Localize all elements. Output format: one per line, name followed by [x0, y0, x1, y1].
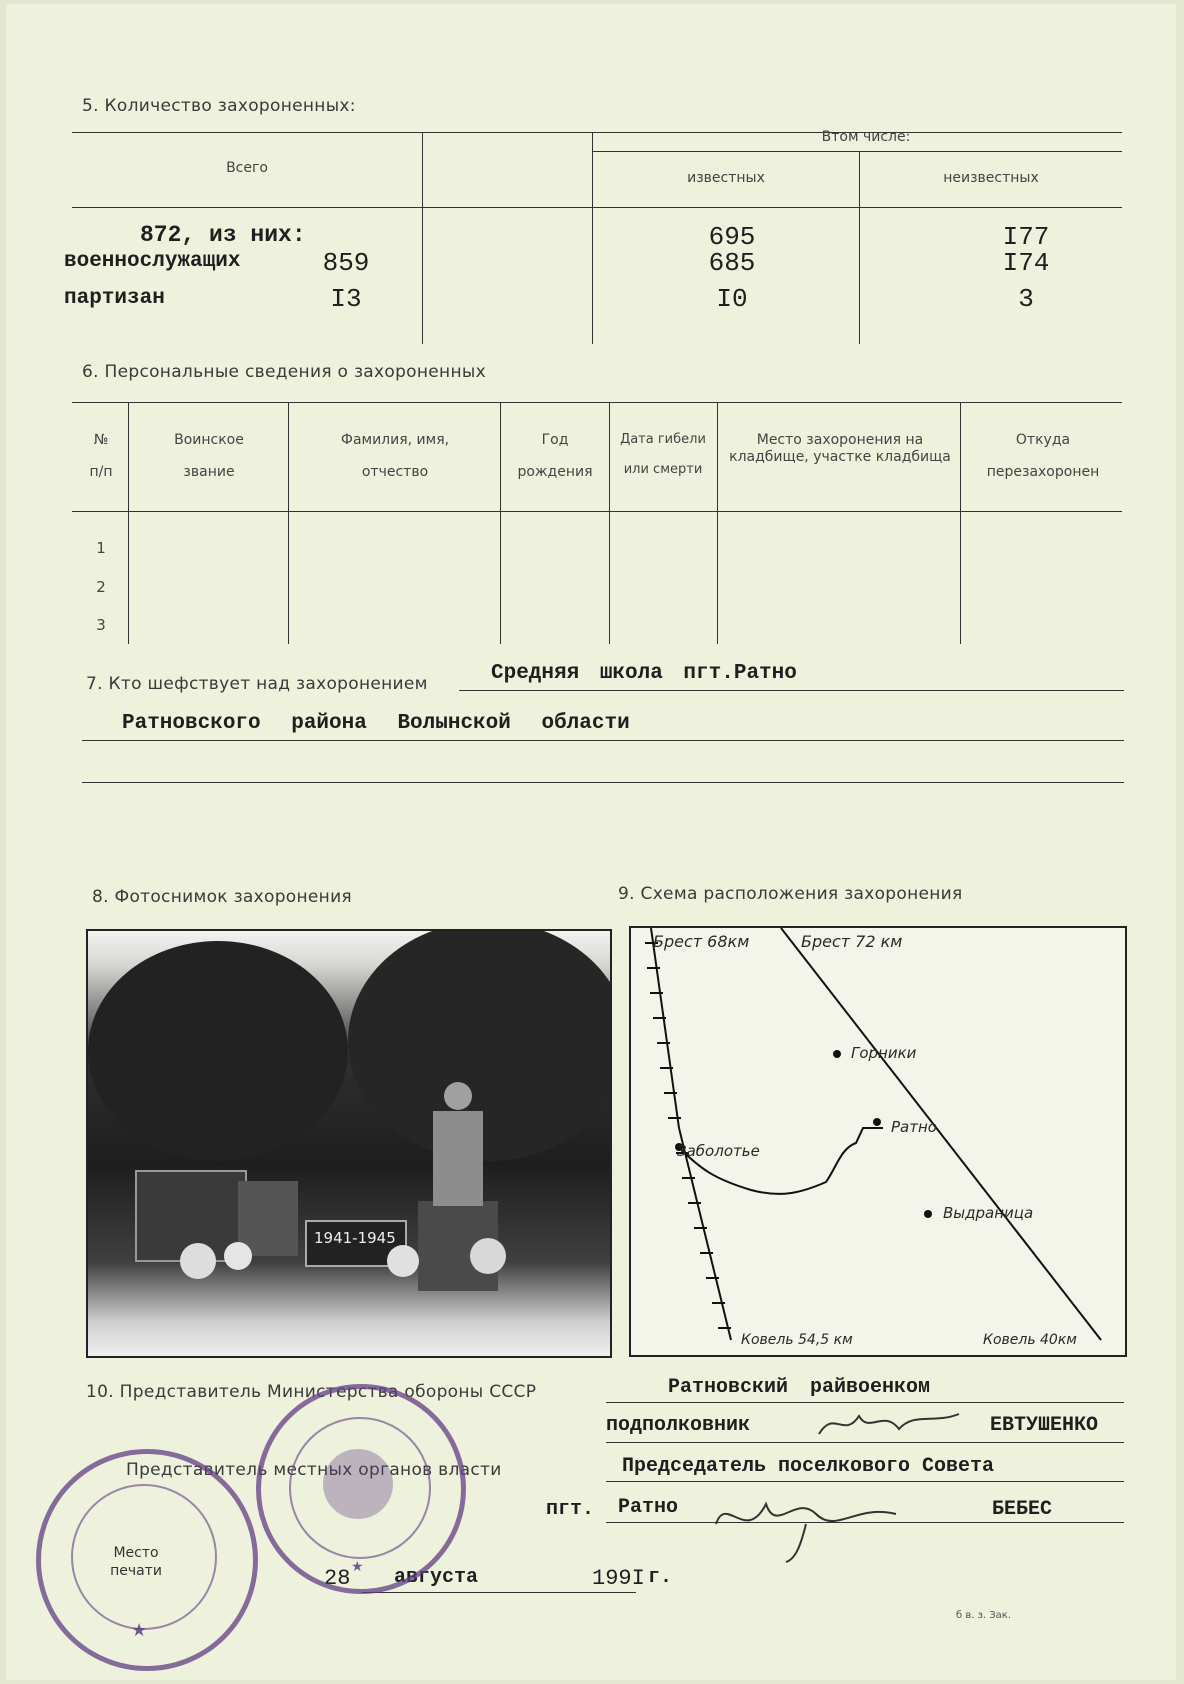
local-signature [706, 1484, 906, 1568]
date-underline [566, 1592, 636, 1593]
table5-divider [592, 132, 593, 344]
row-partisans-total: I3 [330, 284, 362, 314]
hdr-year: Год рождения [517, 432, 593, 480]
mil-office: Ратновский райвоенком [668, 1376, 931, 1399]
table6-divider [500, 402, 501, 644]
patron-line2: Ратновского района Волынской области [122, 712, 630, 735]
plaque-years: 1941-1945 [314, 1229, 396, 1247]
row-partisans-known: I0 [716, 284, 748, 314]
label-kovel54: Ковель 54,5 км [741, 1332, 853, 1348]
table6-divider [960, 402, 961, 644]
row-num-1: 1 [96, 539, 106, 557]
council-seal [256, 1384, 466, 1594]
signature-underline [606, 1402, 1124, 1403]
table6-divider [288, 402, 289, 644]
table5-divider [859, 152, 860, 344]
date-day: 28 [324, 1566, 351, 1591]
row-total-known: 695 [708, 222, 756, 252]
date-month: августа [394, 1566, 479, 1589]
section7-title: 7. Кто шефствует над захоронением [86, 674, 428, 694]
memorial-photo [86, 929, 612, 1358]
section9-title: 9. Схема расположения захоронения [618, 884, 963, 904]
label-ratno: Ратно [891, 1118, 937, 1136]
document-sheet [6, 4, 1176, 1680]
table6-divider [717, 402, 718, 644]
seal-place-label: Место печати [110, 1545, 162, 1579]
memorial-illustration [88, 931, 610, 1356]
local-name: БЕБЕС [992, 1498, 1053, 1521]
mil-rank: подполковник [606, 1414, 751, 1437]
row-partisans-unknown: 3 [1018, 284, 1034, 314]
mil-signature [814, 1404, 964, 1452]
star-icon: ★ [131, 1620, 148, 1641]
date-suffix: г. [648, 1566, 673, 1589]
label-kovel40: Ковель 40км [983, 1332, 1077, 1348]
table5-header-bottom [72, 207, 1122, 208]
label-gorniki: Горники [851, 1044, 917, 1062]
row-soldiers-label: военнослужащих [64, 250, 241, 273]
signature-underline [606, 1522, 1124, 1523]
section10-title: 10. Представитель Министерства обороны СССР [86, 1382, 537, 1402]
label-brest72: Брест 72 км [801, 932, 903, 951]
row-total-unknown: I77 [1002, 222, 1050, 252]
col-known-header: известных [687, 170, 765, 186]
section5-title: 5. Количество захороненных: [82, 96, 356, 116]
hdr-from: Откуда перезахоронен [986, 432, 1100, 480]
emblem-icon [323, 1449, 393, 1519]
section7-underline [82, 740, 1124, 741]
section8-title: 8. Фотоснимок захоронения [92, 887, 352, 907]
table6-divider [128, 402, 129, 644]
location-map [629, 926, 1127, 1357]
section7-underline [459, 690, 1124, 691]
print-mark: б в. з. Зак. [956, 1610, 1012, 1621]
row-soldiers-known: 685 [708, 248, 756, 278]
mil-name: ЕВТУШЕНКО [990, 1414, 1099, 1437]
label-vydranitsa: Выдраница [943, 1204, 1034, 1222]
hdr-num: № п/п [89, 432, 113, 480]
date-year: 199I [592, 1566, 645, 1591]
row-partisans-label: партизан [64, 287, 165, 310]
col-incl-header: Втом числе: [821, 129, 911, 145]
local-position: Председатель поселкового Совета [622, 1455, 995, 1478]
hdr-death: Дата гибели или смерти [620, 432, 706, 477]
table5-divider [422, 132, 423, 344]
row-num-3: 3 [96, 616, 106, 634]
hdr-place: Место захоронения на кладбище, участке кладбища [729, 432, 951, 465]
local-title: Представитель местных органов власти [126, 1460, 502, 1480]
hdr-rank: Воинское звание [174, 432, 244, 480]
col-total-header: Всего [226, 160, 268, 176]
row-soldiers-total: 859 [322, 248, 370, 278]
signature-underline [606, 1442, 1124, 1443]
section6-title: 6. Персональные сведения о захороненных [82, 362, 486, 382]
star-icon: ★ [351, 1559, 364, 1575]
patron-line1: Средняя школа пгт.Ратно [491, 662, 797, 685]
place-prefix: пгт. [546, 1498, 595, 1521]
label-zabolotye: Заболотье [677, 1142, 760, 1160]
section7-underline [82, 782, 1124, 783]
label-brest68: Брест 68км [653, 932, 750, 951]
row-num-2: 2 [96, 578, 106, 596]
table5-subheader-line [592, 151, 1122, 152]
date-underline [362, 1592, 572, 1593]
table6-top-border [72, 402, 1122, 403]
row-soldiers-unknown: I74 [1002, 248, 1050, 278]
place-name: Ратно [618, 1496, 679, 1519]
col-unknown-header: неизвестных [943, 170, 1039, 186]
hdr-name: Фамилия, имя, отчество [340, 432, 450, 480]
signature-underline [606, 1481, 1124, 1482]
row-total-label: 872, из них: [140, 222, 306, 248]
table6-header-bottom [72, 511, 1122, 512]
